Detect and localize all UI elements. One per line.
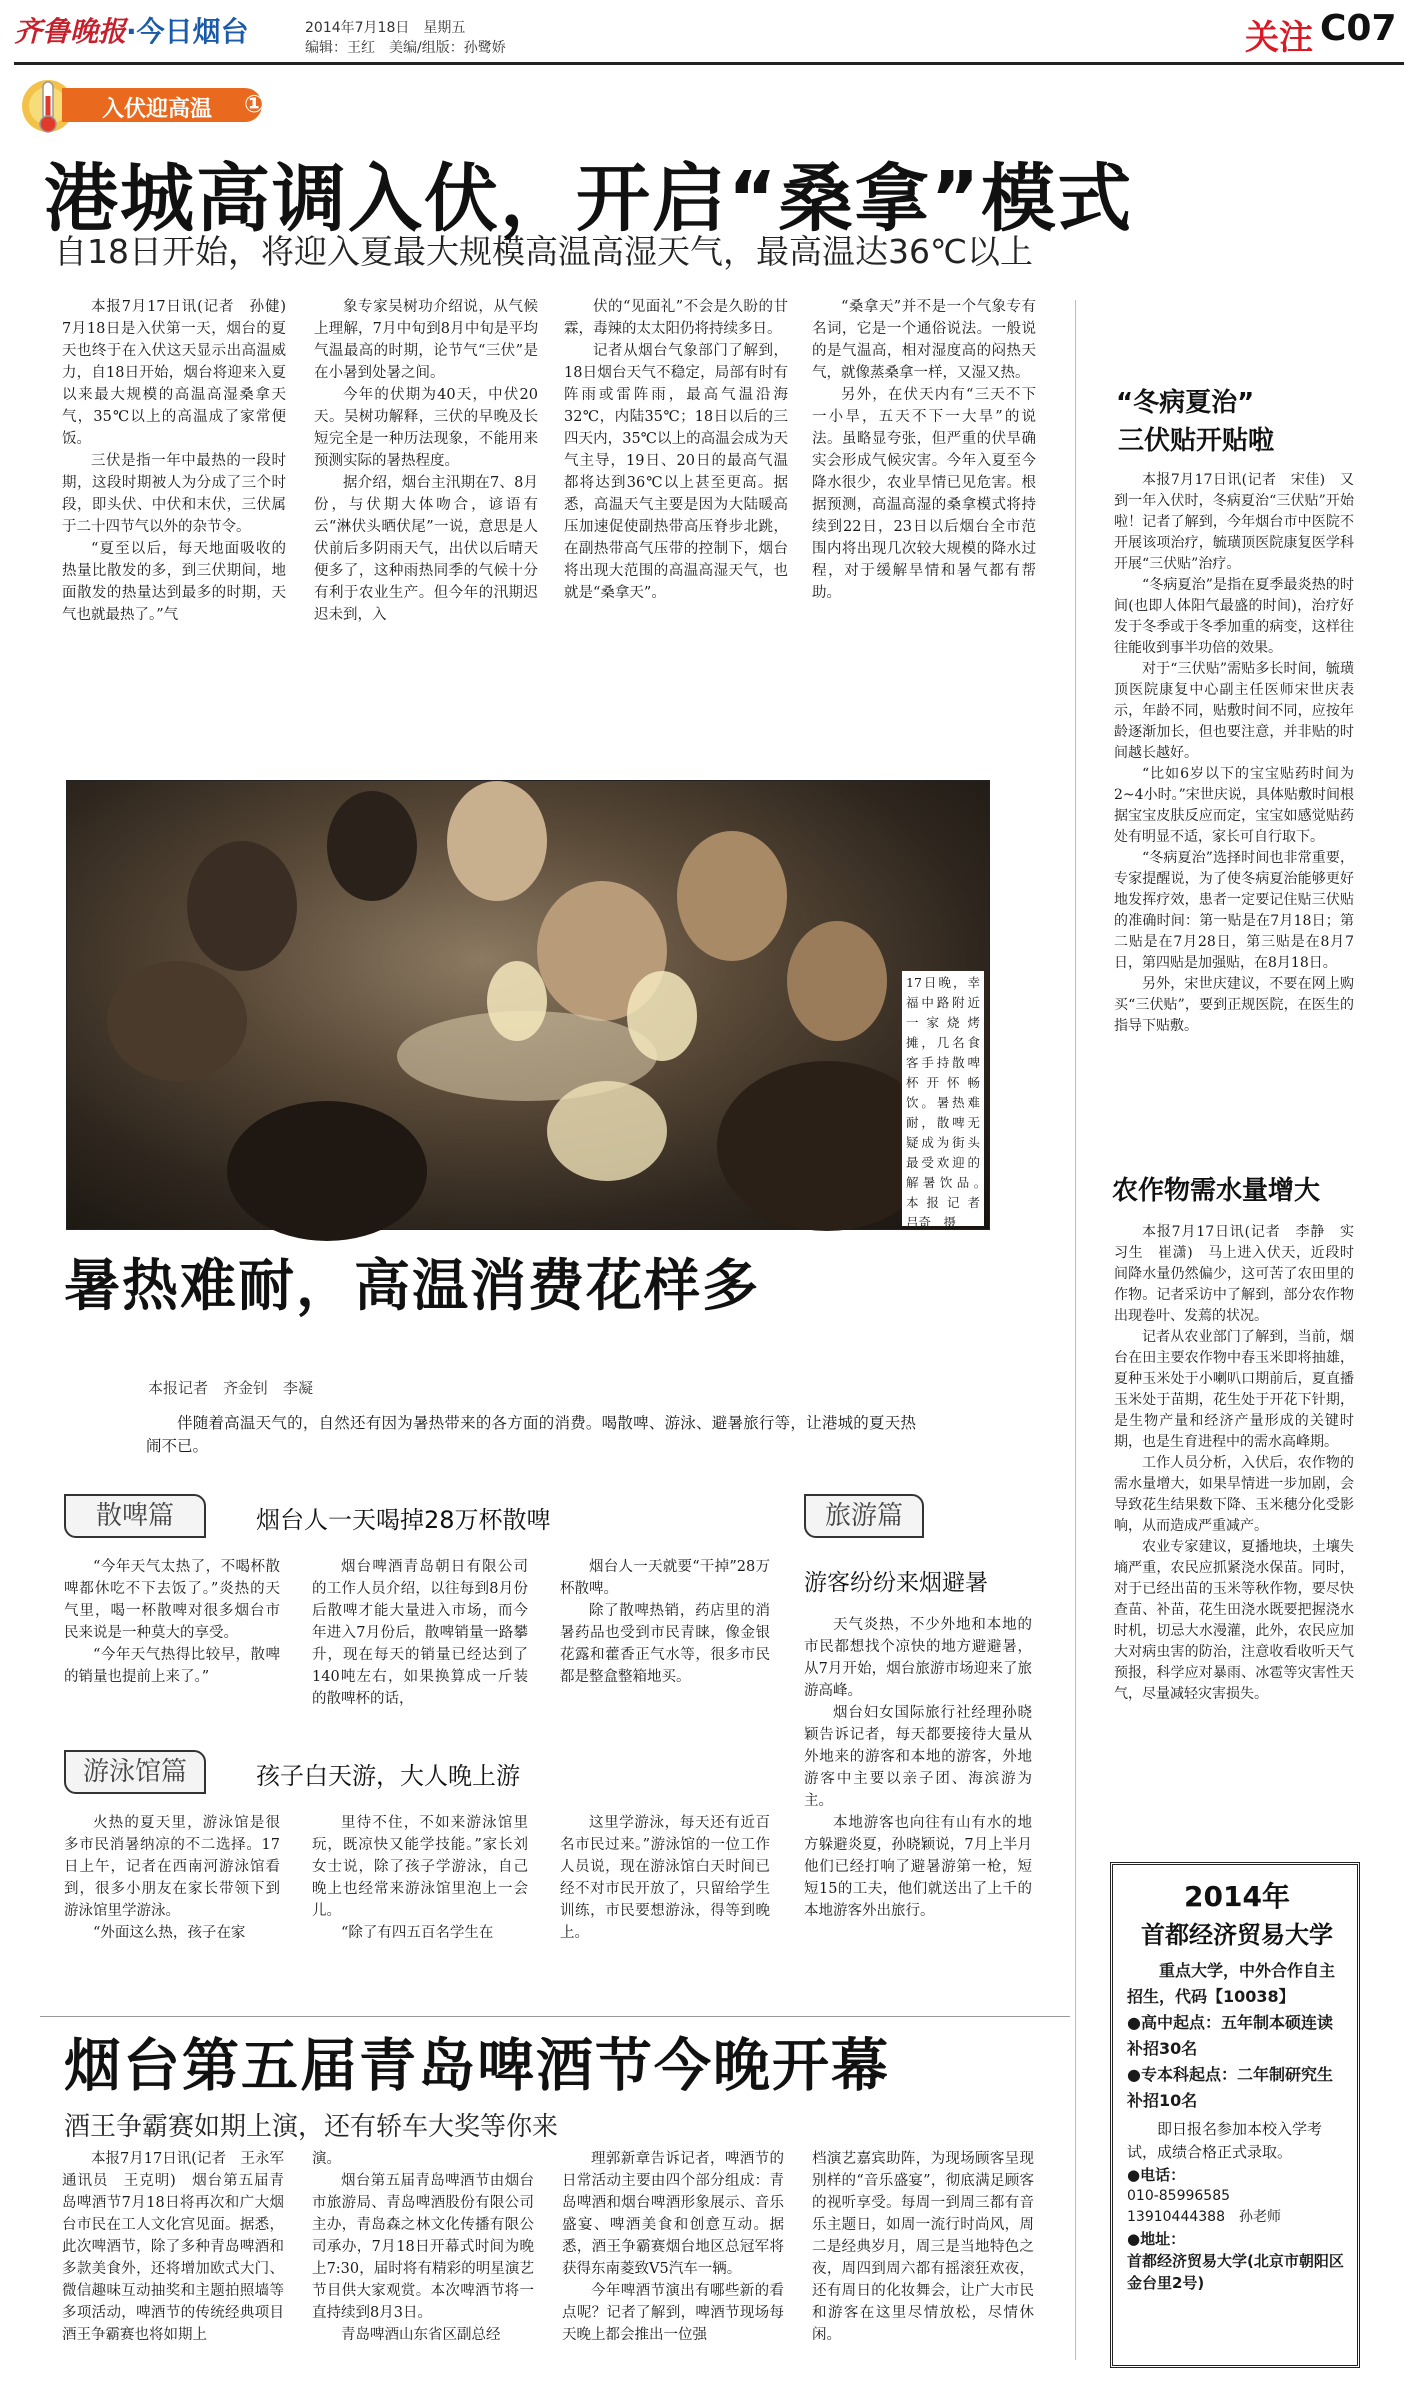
ad-phone-1: 010-85996585 <box>1127 2188 1231 2204</box>
ad-address-label: ●地址： <box>1127 2230 1186 2248</box>
lead-para: 伏的“见面礼”不会是久盼的甘霖，毒辣的太太阳仍将持续多日。 <box>564 299 788 337</box>
travel-section-tag: 旅游篇 <box>804 1494 924 1538</box>
ad-item-1: ●高中起点：五年制本硕连读补招30名 <box>1127 2013 1333 2058</box>
dongbing-para: “冬病夏治”选择时间也非常重要，专家提醒说，为了使冬病夏治能够更好地发挥疗效，患者一定要记住贴三伏贴的准确时间：第一贴是在7月18日；第二贴是在7月28日，第三贴是在8月7日，第四贴是加强贴，在8月18日。 <box>1114 850 1354 971</box>
lead-column-1 <box>62 296 301 816</box>
farm-para: 工作人员分析，入伏后，农作物的需水量增大，如果旱情进一步加剧，会导致花生结果数下降、玉米穗分化受影响，从而造成严重减产。 <box>1114 1455 1354 1534</box>
beerfest-column-4 <box>812 2148 1034 2378</box>
beerfest-para: 烟台第五届青岛啤酒节由烟台市旅游局、青岛啤酒股份有限公司主办，青岛森之林文化传播有限公司承办，7月18日开幕式时间为晚上7:30，届时将有精彩的明星演艺节目供大家观赏。本次啤酒节将一直持续到8月3日。 <box>312 2173 534 2321</box>
swim-para: 里待不住，不如来游泳馆里玩，既凉快又能学技能。”家长刘女士说，除了孩子学游泳，自己晚上也经常来游泳馆里泡上一会儿。 <box>312 1815 528 1919</box>
dongbing-para: 对于“三伏贴”需贴多长时间，毓璜顶医院康复中心副主任医师宋世庆表示，年龄不同，贴敷时间不同，应按年龄逐渐加长，但也要注意，并非贴的时间越长越好。 <box>1114 661 1354 761</box>
beer-para: 除了散啤热销，药店里的消暑药品也受到市民青睐，像金银花露和藿香正气水等，很多市民都是整盒整箱地买。 <box>560 1603 770 1685</box>
dongbing-para: “冬病夏治”是指在夏季最炎热的时间(也即人体阳气最盛的时间)，治疗好发于冬季或于冬季加重的病变，这样往往能收到事半功倍的效果。 <box>1114 577 1354 656</box>
date-line: 2014年7月18日 星期五 <box>305 20 466 36</box>
beer-section-tag: 散啤篇 <box>64 1494 206 1538</box>
beerfest-para: 演。 <box>312 2151 341 2167</box>
beer-para: “今年天气太热了，不喝杯散啤都休吃不下去饭了。”炎热的天气里，喝一杯散啤对很多烟台市民来说是一种莫大的享受。 <box>64 1559 280 1641</box>
page-number: C07 <box>1320 8 1397 49</box>
consumption-intro: 伴随着高温天气的，自然还有因为暑热带来的各方面的消费。喝散啤、游泳、避暑旅行等，让港城的夏天热闹不已。 <box>146 1414 916 1455</box>
lead-column-2 <box>314 296 538 816</box>
swim-para: “除了有四五百名学生在 <box>341 1925 494 1941</box>
beerfest-column-1 <box>62 2148 299 2378</box>
lead-column-3 <box>564 296 788 816</box>
beerfest-para: 理郭新章告诉记者，啤酒节的日常活动主要由四个部分组成：青岛啤酒和烟台啤酒形象展示、音乐盛宴、啤酒美食和创意互动。据悉，酒王争霸赛烟台地区总冠军将获得东南菱致V5汽车一辆。 <box>562 2151 784 2277</box>
beer-column-1 <box>64 1556 280 1756</box>
series-tag <box>18 74 278 138</box>
masthead <box>14 10 249 60</box>
lead-para: 今年的伏期为40天，中伏20天。吴树功解释，三伏的早晚及长短完全是一种历法现象，不能用来预测实际的暑热程度。 <box>314 387 538 469</box>
lead-para: 据介绍，烟台主汛期在7、8月份，与伏期大体吻合，谚语有云“淋伏头晒伏尾”一说，意思是人伏前后多阴雨天气，出伏以后晴天便多了，这种雨热同季的气候十分有利于农业生产。但今年的汛期迟迟未到，入 <box>314 475 538 623</box>
swim-para: “外面这么热，孩子在家 <box>93 1925 246 1941</box>
ad-school: 首都经济贸易大学 <box>1141 1921 1333 1949</box>
lead-headline: 港城高调入伏，开启“桑拿”模式 <box>44 156 1134 242</box>
beerfest-para: 档演艺嘉宾助阵，为现场顾客呈现别样的“音乐盛宴”，彻底满足顾客的视听享受。每周一到周三都有音乐主题日，如周一流行时尚风，周二是经典岁月，周三是当地特色之夜，周四到周六都有摇滚狂欢夜，还有周日的化妆舞会，让广大市民和游客在这里尽情放松，尽情休闲。 <box>812 2151 1034 2343</box>
farm-body <box>1114 1222 1354 1852</box>
travel-section-title: 游客纷纷来烟避暑 <box>804 1570 988 1596</box>
beerfest-subhead: 酒王争霸赛如期上演，还有轿车大奖等你来 <box>64 2112 559 2142</box>
swim-section-tag: 游泳馆篇 <box>64 1750 206 1794</box>
swim-section-title: 孩子白天游，大人晚上游 <box>256 1762 520 1790</box>
sidebar-divider <box>1075 300 1076 2360</box>
masthead-title: 齐鲁晚报 <box>14 15 127 48</box>
beerfest-headline: 烟台第五届青岛啤酒节今晚开幕 <box>64 2033 890 2099</box>
ad-item-2: ●专本科起点：二年制研究生补招10名 <box>1127 2065 1333 2110</box>
swim-para: 火热的夏天里，游泳馆是很多市民消暑纳凉的不二选择。17日上午，记者在西南河游泳馆看到，很多小朋友在家长带领下到游泳馆里学游泳。 <box>64 1815 280 1919</box>
beer-para: “今年天气热得比较早，散啤的销量也提前上来了。” <box>64 1647 280 1685</box>
beerfest-column-2 <box>312 2148 534 2378</box>
ad-intro: 重点大学，中外合作自主招生，代码【10038】 <box>1127 1961 1336 2006</box>
ad-address: 首都经济贸易大学(北京市朝阳区金台里2号) <box>1127 2252 1344 2292</box>
dongbing-title-1: “冬病夏治” <box>1116 388 1255 418</box>
swim-column-3 <box>560 1812 770 1990</box>
lead-para: 本报7月17日讯(记者 孙健) 7月18日是入伏第一天，烟台的夏天也终于在入伏这天显示出高温威力，自18日开始，烟台将迎来入夏以来最大规模的高温高湿桑拿天气，35℃以上的高温成了家常便饭。 <box>62 299 301 447</box>
beer-column-2 <box>312 1556 528 1756</box>
photo-caption-box <box>902 971 993 1230</box>
beerfest-column-3 <box>562 2148 784 2378</box>
beerfest-para: 青岛啤酒山东省区副总经 <box>341 2327 501 2343</box>
ad-phone-label: ●电话： <box>1127 2166 1186 2184</box>
lead-para: 另外，在伏天内有“三天不下一小旱，五天不下一大旱”的说法。虽略显夸张，但严重的伏旱确实会形成气候灾害。今年入夏至今降水很少，农业旱情已见危害。根据预测，高温高湿的桑拿模式将持续到22日，23日以后烟台全市范围内将出现几次较大规模的降水过程，对于缓解旱情和暑气都有帮助。 <box>812 387 1036 601</box>
dongbing-title-2: 三伏贴开贴啦 <box>1118 426 1275 456</box>
ad-phone-2: 13910444388 孙老师 <box>1127 2209 1281 2225</box>
series-tag-label: 入伏迎高温 <box>102 97 213 122</box>
ad-year: 2014年 <box>1184 1880 1290 1913</box>
section-name: 关注 <box>1245 18 1313 58</box>
farm-title: 农作物需水量增大 <box>1112 1176 1321 1206</box>
travel-para: 本地游客也向往有山有水的地方躲避炎夏，孙晓颖说，7月上半月他们已经打响了避暑游第一枪，短短15的工夫，他们就送出了上千的本地游客外出旅行。 <box>804 1815 1032 1919</box>
consumption-byline: 本报记者 齐金钊 李凝 <box>148 1379 314 1397</box>
beerfest-para: 本报7月17日讯(记者 王永军 通讯员 王克明) 烟台第五届青岛啤酒节7月18日将再次和广大烟台市民在工人文化宫见面。据悉，此次啤酒节，除了多种青岛啤酒和多款美食外，还将增加欧式大门、微信趣味互动抽奖和主题拍照墙等多项活动，啤酒节的传统经典项目酒王争霸赛也将如期上 <box>62 2151 299 2343</box>
dongbing-body <box>1114 470 1354 1120</box>
photo-caption: 17日晚，幸福中路附近一家烧烤摊，几名食客手持散啤杯开怀畅饮。暑热难耐，散啤无疑成为街头最受欢迎的解暑饮品。 本报记者 吕奇 摄 <box>906 975 993 1230</box>
dongbing-para: 本报7月17日讯(记者 宋佳) 又到一年入伏时，冬病夏治“三伏贴”开始啦！记者了解到，今年烟台市中医院不开展该项治疗，毓璜顶医院康复医学科开展“三伏贴”治疗。 <box>1114 472 1354 572</box>
swim-column-2 <box>312 1812 528 1990</box>
lead-para: 象专家吴树功介绍说，从气候上理解，7月中旬到8月中旬是平均气温最高的时期，论节气“三伏”是在小暑到处暑之间。 <box>314 299 538 381</box>
editor-line: 编辑：王红 美编/组版：孙鹭娇 <box>305 40 506 56</box>
farm-para: 农业专家建议，夏播地块，土壤失墒严重，农民应抓紧浇水保苗。同时，对于已经出苗的玉米等秋作物，要尽快查苗、补苗，花生田浇水既要把握浇水时机，切忌大水漫灌，此外，农民应加大对病虫害的防治，注意收看收听天气预报，科学应对暴雨、冰雹等灾害性天气，尽量减轻灾害损失。 <box>1114 1539 1354 1702</box>
swim-para: 这里学游泳，每天还有近百名市民过来。”游泳馆的一位工作人员说，现在游泳馆白天时间已经不对市民开放了，只留给学生训练，市民要想游泳，得等到晚上。 <box>560 1815 770 1941</box>
travel-para: 天气炎热，不少外地和本地的市民都想找个凉快的地方避避暑，从7月开始，烟台旅游市场迎来了旅游高峰。 <box>804 1617 1032 1699</box>
ad-note: 即日报名参加本校入学考试，成绩合格正式录取。 <box>1127 2120 1323 2161</box>
lead-subhead: 自18日开始，将迎入夏最大规模高温高湿天气，最高温达36℃以上 <box>54 232 1034 271</box>
header-rule <box>14 62 1404 65</box>
ad-box <box>1110 1862 1360 2368</box>
travel-para: 烟台妇女国际旅行社经理孙晓颖告诉记者，每天都要接待大量从外地来的游客和本地的游客，外地游客中主要以亲子团、海滨游为主。 <box>804 1705 1032 1809</box>
edition-title: ·今日烟台 <box>126 15 249 48</box>
series-tag-number: ① <box>244 90 265 118</box>
lead-column-4 <box>812 296 1036 816</box>
news-photo <box>66 780 993 1230</box>
dongbing-para: 另外，宋世庆建议，不要在网上购买“三伏贴”，要到正规医院，在医生的指导下贴敷。 <box>1114 976 1354 1034</box>
beer-column-3 <box>560 1556 770 1756</box>
dongbing-para: “比如6岁以下的宝宝贴药时间为2~4小时。”宋世庆说，具体贴敷时间根据宝宝皮肤反应而定，宝宝如感觉贴药处有明显不适，家长可自行取下。 <box>1114 766 1354 845</box>
beer-para: 烟台人一天就要“干掉”28万杯散啤。 <box>560 1559 770 1597</box>
travel-column <box>804 1614 1032 1990</box>
consumption-headline: 暑热难耐，高温消费花样多 <box>64 1254 760 1319</box>
lead-para: “夏至以后，每天地面吸收的热量比散发的多，到三伏期间，地面散发的热量达到最多的时期，天气也就最热了。”气 <box>62 541 286 623</box>
farm-para: 本报7月17日讯(记者 李静 实习生 崔潇) 马上进入伏天，近段时间降水量仍然偏少，这可苦了农田里的作物。记者采访中了解到，部分农作物出现卷叶、发蔫的状况。 <box>1114 1224 1354 1324</box>
swim-column-1 <box>64 1812 280 1990</box>
lead-para: “桑拿天”并不是一个气象专有名词，它是一个通俗说法。一般说的是气温高，相对湿度高的闷热天气，就像蒸桑拿一样，又湿又热。 <box>812 299 1036 381</box>
farm-para: 记者从农业部门了解到，当前，烟台在田主要农作物中春玉米即将抽雄，夏种玉米处于小喇叭口期前后，夏直播玉米处于苗期，花生处于开花下针期，是生物产量和经济产量形成的关键时期，也是生育进程中的需水高峰期。 <box>1114 1329 1354 1450</box>
beer-section-title: 烟台人一天喝掉28万杯散啤 <box>256 1506 551 1534</box>
beerfest-top-rule <box>40 2016 1070 2017</box>
beerfest-para: 今年啤酒节演出有哪些新的看点呢？记者了解到，啤酒节现场每天晚上都会推出一位强 <box>562 2283 784 2343</box>
lead-para: 记者从烟台气象部门了解到，18日烟台天气不稳定，局部有时有阵雨或雷阵雨，最高气温沿海32℃，内陆35℃；18日以后的三四天内，35℃以上的高温会成为天气主导，19日、20日的最高气温都将达到36℃以上甚至更高。据悉，高温天气主要是因为大陆暖高压加速促使副热带高压脊步北跳，在副热带高气压带的控制下，烟台将出现大范围的高温高湿天气，也就是“桑拿天”。 <box>564 343 788 601</box>
beer-para: 烟台啤酒青岛朝日有限公司的工作人员介绍，以往每到8月份后散啤才能大量进入市场，而今年进入7月份后，散啤销量一路攀升，现在每天的销量已经达到了140吨左右，如果换算成一斤装的散啤杯的话， <box>312 1559 528 1707</box>
lead-para: 三伏是指一年中最热的一段时期，这段时期被人为分成了三个时段，即头伏、中伏和末伏，三伏属于二十四节气以外的杂节令。 <box>62 453 286 535</box>
